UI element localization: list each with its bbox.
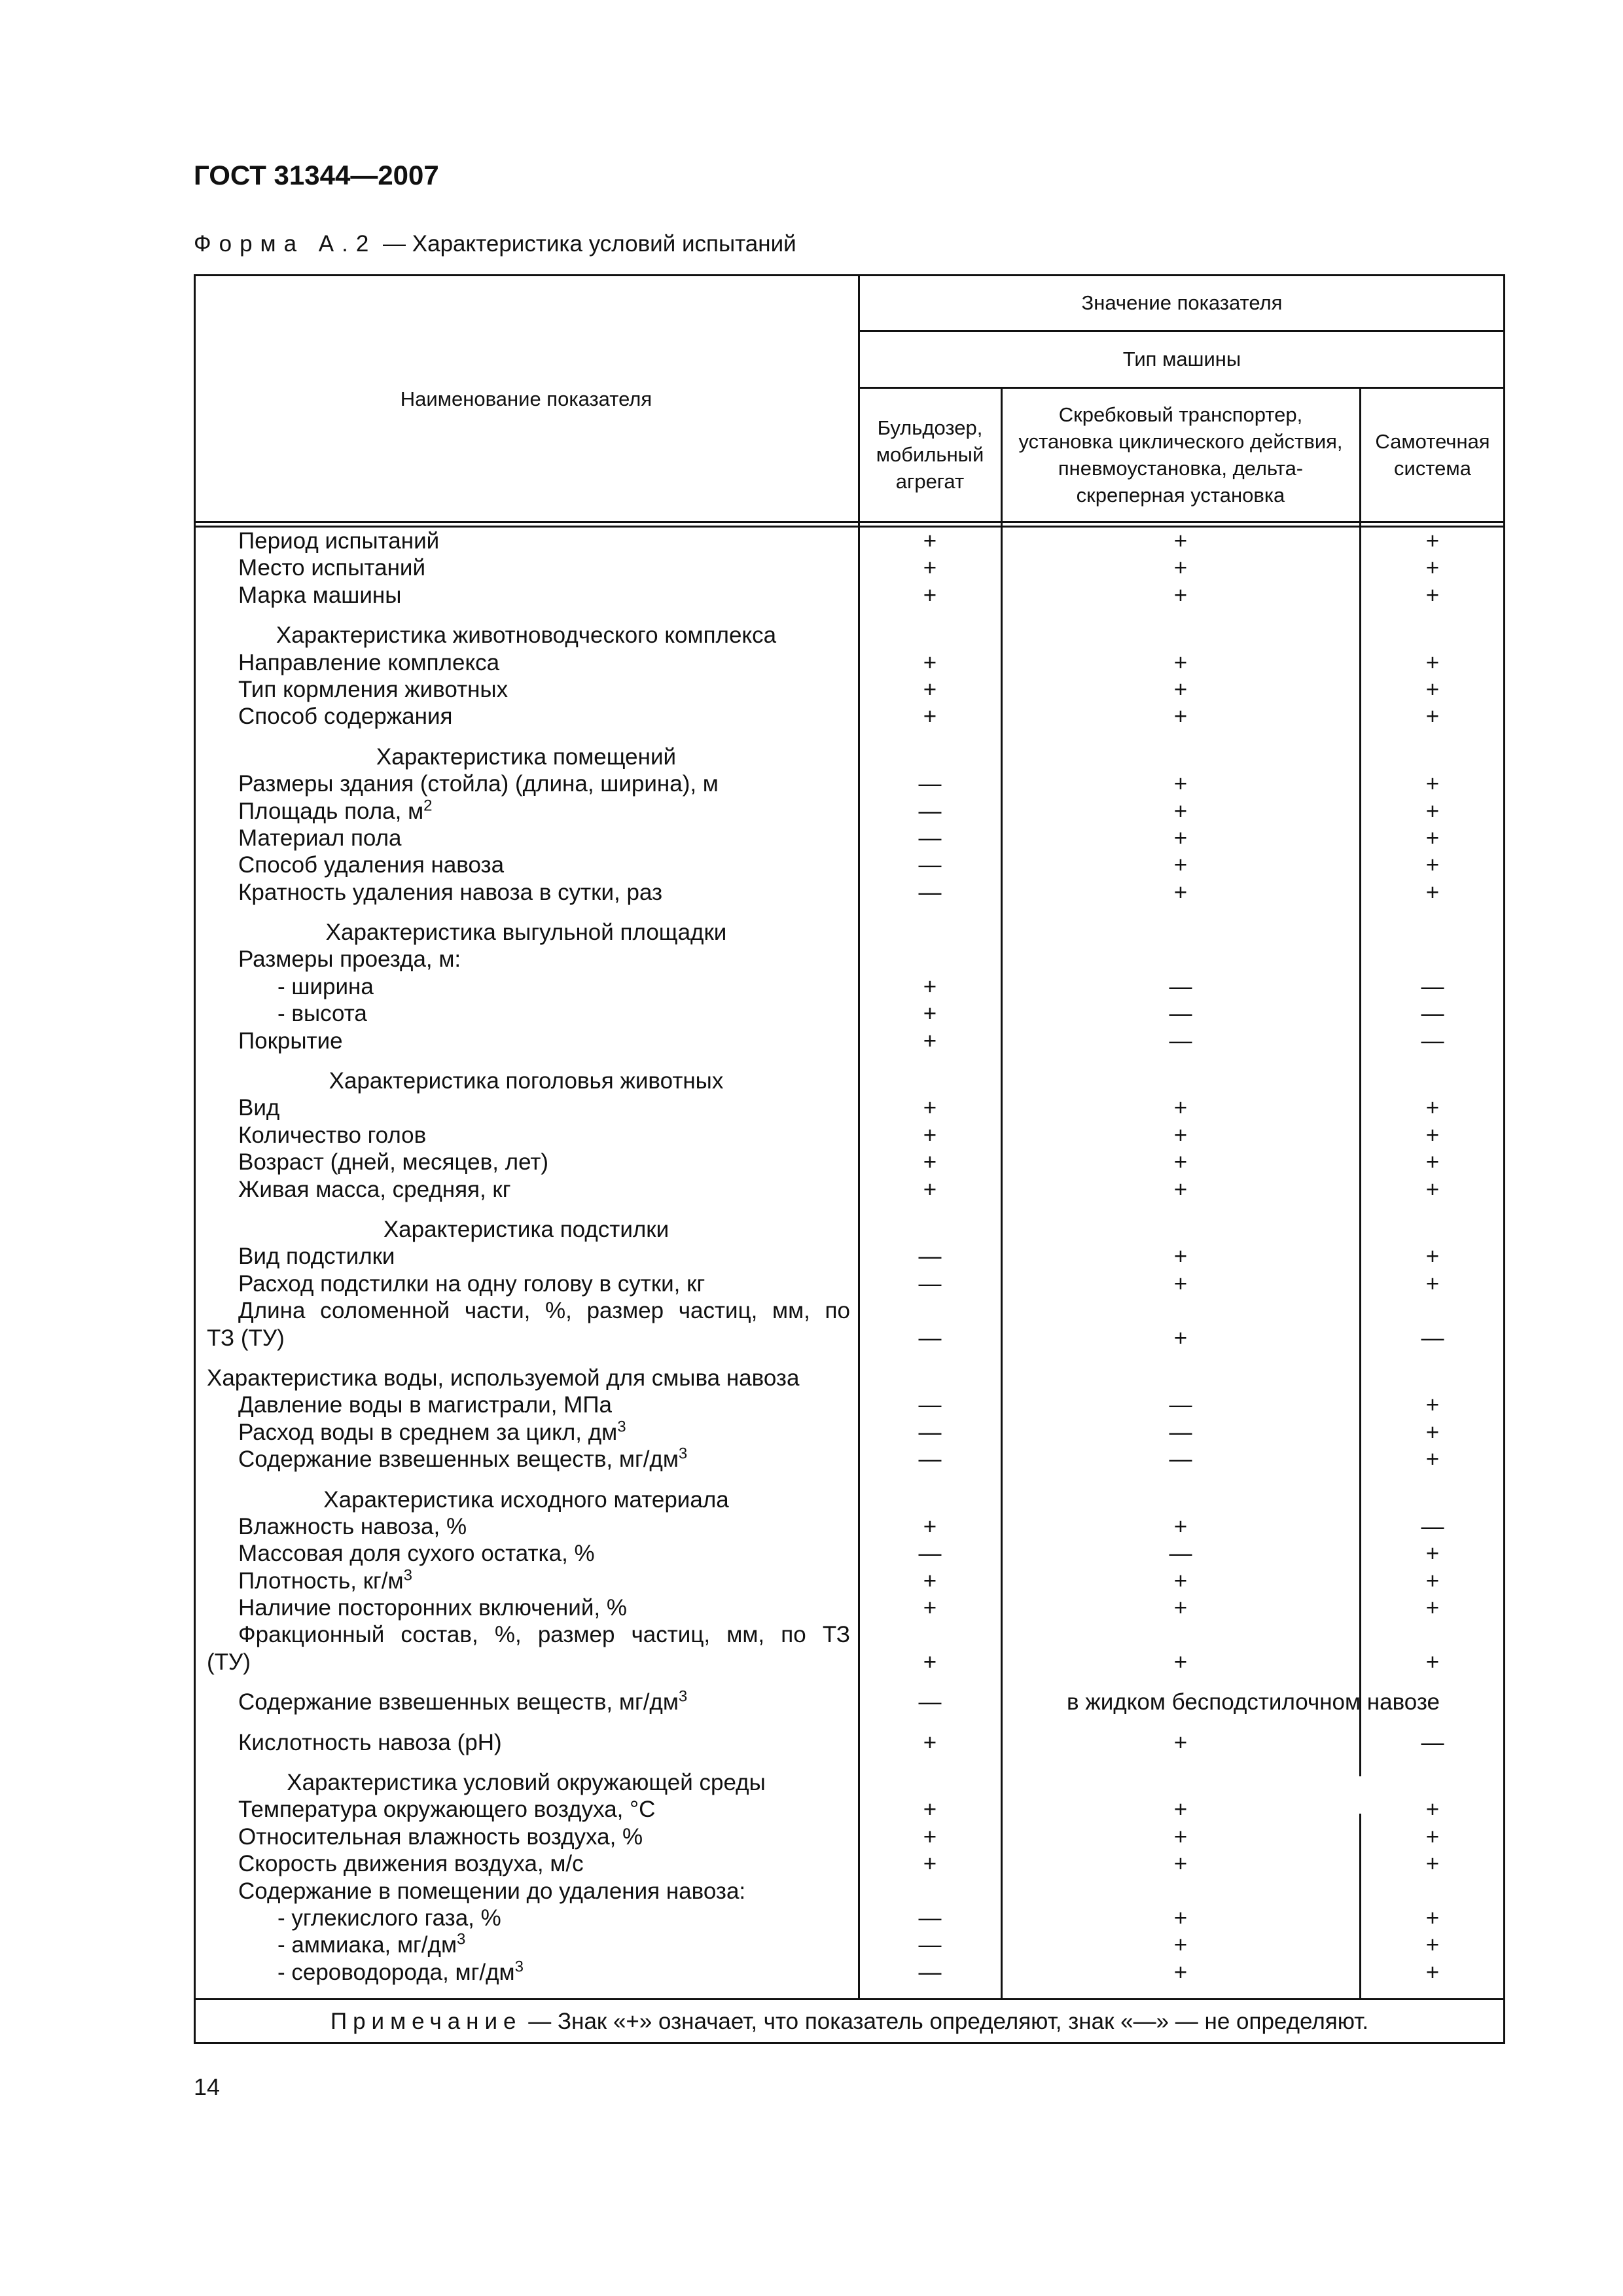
value-cell-v2: + xyxy=(1173,555,1188,581)
value-cell-v3: + xyxy=(1425,879,1440,905)
row-name-word: соломенной xyxy=(320,1298,450,1324)
row-name-word: Фракционный xyxy=(238,1622,385,1648)
value-cell-v3: — xyxy=(1421,1729,1444,1755)
value-cell-v1: — xyxy=(918,1325,942,1351)
row-name xyxy=(238,582,401,609)
value-cell-v2: + xyxy=(1173,649,1188,675)
row-name-word: мм, xyxy=(772,1298,810,1324)
unit-superscript: 2 xyxy=(423,796,433,814)
row-name xyxy=(238,703,452,730)
value-cell-v3: + xyxy=(1425,1122,1440,1148)
value-cell-v1: — xyxy=(918,1244,942,1270)
value-cell-span: в жидком бесподстилочном навозе xyxy=(1067,1689,1440,1715)
row-name-text: Скорость движения воздуха, м/с xyxy=(238,1851,584,1877)
value-cell-v1: — xyxy=(918,1689,942,1715)
row-name-text: Тип кормления животных xyxy=(238,676,508,702)
row-name-word: состав, xyxy=(401,1622,478,1648)
row-name-text: (ТУ) xyxy=(207,1649,251,1675)
table-row xyxy=(194,946,1505,973)
row-name-text: Направление комплекса xyxy=(238,649,500,675)
page-number: 14 xyxy=(194,2073,221,2100)
value-cell-v3: + xyxy=(1425,582,1440,608)
value-cell-v3: — xyxy=(1421,973,1444,999)
table-row xyxy=(194,676,1505,703)
value-cell-v2: + xyxy=(1173,1797,1188,1823)
row-name xyxy=(238,1243,395,1270)
value-cell-v2: + xyxy=(1173,1932,1188,1958)
table-row xyxy=(194,649,1505,676)
row-name xyxy=(207,1365,799,1391)
value-cell-v1: — xyxy=(918,1541,942,1567)
row-name-text: Давление воды в магистрали, МПа xyxy=(238,1392,612,1418)
row-name-text: Характеристика исходного материала xyxy=(323,1486,729,1513)
table-row xyxy=(194,825,1505,852)
value-cell-v1: + xyxy=(923,1649,937,1675)
value-cell-v2: + xyxy=(1173,1823,1188,1850)
table-row xyxy=(194,1796,1505,1823)
row-name-word: размер xyxy=(537,1622,615,1648)
table-row xyxy=(194,1594,1505,1621)
value-cell-v2: — xyxy=(1169,1028,1192,1054)
row-name xyxy=(238,1176,511,1203)
table-row xyxy=(194,1270,1505,1297)
value-cell-v1: — xyxy=(918,852,942,878)
row-name xyxy=(238,1094,279,1121)
value-cell-v3: — xyxy=(1421,1028,1444,1054)
table-row xyxy=(194,1878,1505,1905)
table-row xyxy=(194,1243,1505,1270)
unit-superscript: 3 xyxy=(514,1958,524,1976)
value-cell-v3: + xyxy=(1425,1419,1440,1445)
value-cell-v2: + xyxy=(1173,852,1188,878)
row-name-text: Покрытие xyxy=(238,1028,343,1054)
value-cell-v1: + xyxy=(923,1595,937,1621)
value-cell-v3: + xyxy=(1425,1149,1440,1175)
row-name-text: Характеристика поголовья животных xyxy=(329,1068,724,1094)
header-col-bulldozer: Бульдозер, мобильный агрегат xyxy=(876,416,984,493)
row-name xyxy=(207,1325,285,1352)
value-cell-v3: + xyxy=(1425,528,1440,554)
value-cell-v1: + xyxy=(923,528,937,554)
table-row xyxy=(194,1540,1505,1567)
table-row xyxy=(194,1649,1505,1676)
table-row xyxy=(194,852,1505,878)
table-row xyxy=(194,744,1505,770)
value-cell-v1: + xyxy=(923,1176,937,1202)
value-cell-v1: — xyxy=(918,879,942,905)
row-name xyxy=(238,770,719,797)
value-cell-v1: — xyxy=(918,825,942,851)
unit-superscript: 3 xyxy=(678,1444,688,1463)
section-heading xyxy=(194,1067,859,1094)
form-title xyxy=(194,231,796,257)
row-name xyxy=(238,1391,612,1418)
row-name xyxy=(238,676,508,703)
row-name xyxy=(238,1689,687,1715)
row-name xyxy=(238,1850,584,1877)
table-row xyxy=(194,1850,1505,1877)
row-name xyxy=(238,1419,626,1446)
table-row xyxy=(194,1122,1505,1149)
row-name-word: %, xyxy=(545,1298,572,1324)
row-name-text: Температура окружающего воздуха, °С xyxy=(238,1797,656,1823)
row-name-text: - высота xyxy=(277,1001,367,1027)
table-row xyxy=(194,1905,1505,1931)
row-name xyxy=(238,1568,412,1594)
row-name xyxy=(238,1594,627,1621)
row-name-text: Площадь пола, м xyxy=(238,798,424,824)
value-cell-v2: + xyxy=(1173,528,1188,554)
row-name-text: Характеристика выгульной площадки xyxy=(325,920,727,946)
table-row xyxy=(194,1391,1505,1418)
value-cell-v1: + xyxy=(923,1095,937,1121)
value-cell-v3: + xyxy=(1425,1446,1440,1473)
note-label: Примечание xyxy=(330,2009,522,2034)
row-name-text: Живая масса, средняя, кг xyxy=(238,1176,511,1202)
value-cell-v2: — xyxy=(1169,1001,1192,1027)
row-name-word: размер xyxy=(586,1298,664,1324)
value-cell-v2: + xyxy=(1173,704,1188,730)
table-row xyxy=(194,1094,1505,1121)
row-name-text: Расход подстилки на одну голову в сутки, кг xyxy=(238,1270,705,1297)
header-machine-type: Тип машины xyxy=(1122,348,1241,370)
value-cell-v1: + xyxy=(923,676,937,702)
table-row xyxy=(194,1621,1505,1648)
row-name xyxy=(238,825,402,852)
row-name xyxy=(277,1931,465,1958)
table-row xyxy=(194,1000,1505,1027)
header-col-gravity: Самотечная система xyxy=(1375,429,1490,480)
document-header: ГОСТ 31344—2007 xyxy=(194,160,439,190)
value-cell-v3: — xyxy=(1421,1513,1444,1539)
row-name xyxy=(277,1959,524,1986)
value-cell-v3: + xyxy=(1425,1541,1440,1567)
table-row xyxy=(194,1689,1505,1715)
table-row xyxy=(194,798,1505,825)
value-cell-v1: + xyxy=(923,1729,937,1755)
value-cell-v2: + xyxy=(1173,1729,1188,1755)
value-cell-v1: + xyxy=(923,1001,937,1027)
row-name xyxy=(238,1729,502,1756)
row-name-text: - углекислого газа, % xyxy=(277,1905,501,1931)
table-row xyxy=(194,1419,1505,1446)
value-cell-v1: — xyxy=(918,1959,942,1985)
row-name xyxy=(277,1000,367,1027)
form-title-text: — Характеристика условий испытаний xyxy=(376,231,796,257)
table-row xyxy=(194,1216,1505,1243)
header-name-column: Наименование показателя xyxy=(400,387,652,410)
row-name xyxy=(277,973,374,1000)
table-row xyxy=(194,770,1505,797)
value-cell-v2: + xyxy=(1173,1905,1188,1931)
value-cell-v2: + xyxy=(1173,1122,1188,1148)
unit-superscript: 3 xyxy=(457,1930,466,1948)
value-cell-v2: + xyxy=(1173,1513,1188,1539)
row-name-word: Длина xyxy=(238,1298,306,1324)
row-name-text: Вид xyxy=(238,1095,280,1121)
value-cell-v2: + xyxy=(1173,798,1188,824)
row-name-word: %, xyxy=(494,1622,522,1648)
value-cell-v1: — xyxy=(918,1932,942,1958)
row-name xyxy=(238,1823,643,1850)
value-cell-v3: + xyxy=(1425,1905,1440,1931)
note-text: — Знак «+» означает, что показатель определяют, знак «—» — не определяют. xyxy=(522,2009,1369,2034)
row-name xyxy=(238,798,433,825)
value-cell-v1: — xyxy=(918,1392,942,1418)
row-name-word: ТЗ xyxy=(822,1622,850,1648)
table-row xyxy=(194,1513,1505,1540)
row-name-text: Характеристика подстилки xyxy=(383,1216,669,1242)
row-name-text: Характеристика помещений xyxy=(376,744,677,770)
row-name-text: Количество голов xyxy=(238,1122,427,1148)
row-name xyxy=(238,1878,745,1905)
value-cell-v1: + xyxy=(923,1823,937,1850)
row-name xyxy=(238,946,461,973)
row-name-text: Марка машины xyxy=(238,582,402,608)
value-cell-v2: + xyxy=(1173,676,1188,702)
row-name-text: Влажность навоза, % xyxy=(238,1513,467,1539)
row-name-word: частиц, xyxy=(631,1622,711,1648)
value-cell-v1: + xyxy=(923,649,937,675)
table-row xyxy=(194,622,1505,649)
value-cell-v3: + xyxy=(1425,1095,1440,1121)
value-cell-v2: + xyxy=(1173,1095,1188,1121)
value-cell-v3: + xyxy=(1425,1959,1440,1985)
row-name-text: ТЗ (ТУ) xyxy=(207,1325,285,1351)
value-cell-v2: + xyxy=(1173,1176,1188,1202)
value-cell-v2: + xyxy=(1173,825,1188,851)
table-row xyxy=(194,1486,1505,1513)
section-heading xyxy=(194,919,859,946)
row-name-text: Способ удаления навоза xyxy=(238,852,505,878)
table-row xyxy=(194,1446,1505,1473)
value-cell-v1: + xyxy=(923,1028,937,1054)
value-cell-v3: + xyxy=(1425,676,1440,702)
table-row xyxy=(194,1067,1505,1094)
row-name-text: Размеры здания (стойла) (длина, ширина), м xyxy=(238,771,719,797)
row-name-text: - ширина xyxy=(277,973,374,999)
row-name xyxy=(238,1446,687,1473)
row-name xyxy=(238,1796,655,1823)
value-cell-v2: + xyxy=(1173,1270,1188,1297)
row-name xyxy=(238,1540,595,1567)
table-row xyxy=(194,1568,1505,1594)
row-name-text: Материал пола xyxy=(238,825,402,851)
value-cell-v1: + xyxy=(923,1851,937,1877)
section-heading xyxy=(194,744,859,770)
row-name xyxy=(238,1149,548,1175)
value-cell-v2: + xyxy=(1173,1649,1188,1675)
value-cell-v3: + xyxy=(1425,1270,1440,1297)
table-row xyxy=(194,973,1505,1000)
row-name-text: Плотность, кг/м xyxy=(238,1568,404,1594)
value-cell-v1: — xyxy=(918,1270,942,1297)
row-name-text: - сероводорода, мг/дм xyxy=(277,1959,515,1985)
value-cell-v1: + xyxy=(923,704,937,730)
value-cell-v2: + xyxy=(1173,1244,1188,1270)
value-cell-v3: + xyxy=(1425,1176,1440,1202)
value-cell-v2: + xyxy=(1173,879,1188,905)
section-heading xyxy=(194,1486,859,1513)
value-cell-v3: + xyxy=(1425,798,1440,824)
table-row xyxy=(194,528,1505,554)
value-cell-v3: + xyxy=(1425,825,1440,851)
value-cell-v3: + xyxy=(1425,1797,1440,1823)
table-row xyxy=(194,1823,1505,1850)
section-heading xyxy=(194,622,859,649)
value-cell-v1: + xyxy=(923,582,937,608)
unit-superscript: 3 xyxy=(678,1687,688,1706)
value-cell-v3: + xyxy=(1425,1649,1440,1675)
value-cell-v1: + xyxy=(923,1149,937,1175)
value-cell-v3: — xyxy=(1421,1325,1444,1351)
value-cell-v3: + xyxy=(1425,1851,1440,1877)
table-row xyxy=(194,1325,1505,1352)
value-cell-v3: + xyxy=(1425,1392,1440,1418)
table-body xyxy=(194,528,1505,1986)
row-name-text: Расход воды в среднем за цикл, дм xyxy=(238,1419,618,1445)
value-cell-v1: — xyxy=(918,771,942,797)
unit-superscript: 3 xyxy=(403,1566,412,1585)
row-name-word: части, xyxy=(464,1298,531,1324)
row-name xyxy=(238,1028,343,1054)
form-title-label: Форма А.2 xyxy=(194,231,377,257)
value-cell-v2: — xyxy=(1169,1419,1192,1445)
row-name-text: Наличие посторонних включений, % xyxy=(238,1595,627,1621)
value-cell-v3: + xyxy=(1425,1595,1440,1621)
row-name-text: Кратность удаления навоза в сутки, раз xyxy=(238,879,663,905)
row-name xyxy=(238,1621,850,1648)
table-row xyxy=(194,1769,1505,1796)
value-cell-v3: + xyxy=(1425,555,1440,581)
section-heading xyxy=(194,1216,859,1243)
value-cell-v2: — xyxy=(1169,1541,1192,1567)
table-row xyxy=(194,879,1505,906)
section-heading xyxy=(194,1769,859,1796)
value-cell-v1: — xyxy=(918,1419,942,1445)
row-name-text: Содержание в помещении до удаления навоза: xyxy=(238,1878,746,1904)
value-cell-v2: + xyxy=(1173,1568,1188,1594)
row-name-text: Место испытаний xyxy=(238,555,426,581)
value-cell-v3: + xyxy=(1425,704,1440,730)
value-cell-v3: + xyxy=(1425,852,1440,878)
row-name xyxy=(238,1270,705,1297)
row-name-text: Содержание взвешенных веществ, мг/дм xyxy=(238,1446,679,1473)
row-name-text: Массовая доля сухого остатка, % xyxy=(238,1541,595,1567)
row-name-text: - аммиака, мг/дм xyxy=(277,1932,457,1958)
table-note xyxy=(194,2000,1505,2044)
value-cell-v1: + xyxy=(923,973,937,999)
row-name-word: по xyxy=(781,1622,806,1648)
row-name xyxy=(238,649,499,676)
row-name-text: Относительная влажность воздуха, % xyxy=(238,1823,643,1850)
table-row xyxy=(194,1297,1505,1324)
row-name xyxy=(277,1905,501,1931)
value-cell-v1: + xyxy=(923,555,937,581)
value-cell-v1: — xyxy=(918,1446,942,1473)
conditions-table xyxy=(194,274,1505,2044)
row-name-text: Кислотность навоза (рН) xyxy=(238,1729,502,1755)
row-name-text: Возраст (дней, месяцев, лет) xyxy=(238,1149,549,1175)
table-row xyxy=(194,1176,1505,1203)
value-cell-v2: + xyxy=(1173,582,1188,608)
value-cell-v3: + xyxy=(1425,1568,1440,1594)
value-cell-v3: + xyxy=(1425,1823,1440,1850)
table-row xyxy=(194,582,1505,609)
value-cell-v1: — xyxy=(918,798,942,824)
table-row xyxy=(194,1931,1505,1958)
table-row xyxy=(194,703,1505,730)
value-cell-v1: + xyxy=(923,1513,937,1539)
row-name xyxy=(238,1297,850,1324)
row-name-text: Способ содержания xyxy=(238,704,453,730)
value-cell-v2: + xyxy=(1173,1851,1188,1877)
value-cell-v3: + xyxy=(1425,771,1440,797)
table-row xyxy=(194,1729,1505,1756)
row-name xyxy=(238,1122,426,1149)
value-cell-v3: + xyxy=(1425,649,1440,675)
value-cell-v2: — xyxy=(1169,1446,1192,1473)
value-cell-v2: — xyxy=(1169,973,1192,999)
header-col-scraper: Скребковый транспортер, установка циклического действия, пневмоустановка, дельта-скреперная установка xyxy=(1018,403,1343,507)
value-cell-v3: + xyxy=(1425,1244,1440,1270)
row-name xyxy=(238,1513,467,1540)
row-name xyxy=(238,852,504,878)
row-name-text: Вид подстилки xyxy=(238,1244,395,1270)
row-name xyxy=(207,1649,251,1676)
value-cell-v1: — xyxy=(918,1905,942,1931)
row-name-text: Характеристика воды, используемой для смыва навоза xyxy=(207,1365,800,1391)
table-row xyxy=(194,1028,1505,1054)
header-value-group: Значение показателя xyxy=(1081,291,1283,314)
table-row xyxy=(194,554,1505,581)
table-row xyxy=(194,1959,1505,1986)
value-cell-v2: + xyxy=(1173,1959,1188,1985)
value-cell-v1: + xyxy=(923,1568,937,1594)
table-row xyxy=(194,919,1505,946)
value-cell-v2: + xyxy=(1173,771,1188,797)
row-name-text: Содержание взвешенных веществ, мг/дм xyxy=(238,1689,679,1715)
row-name-text: Период испытаний xyxy=(238,528,440,554)
value-cell-v2: + xyxy=(1173,1149,1188,1175)
row-name-text: Размеры проезда, м: xyxy=(238,946,461,973)
row-name-text: Характеристика условий окружающей среды xyxy=(287,1770,766,1796)
value-cell-v3: — xyxy=(1421,1001,1444,1027)
row-name xyxy=(238,554,425,581)
value-cell-v3: + xyxy=(1425,1932,1440,1958)
row-name xyxy=(238,528,439,554)
value-cell-v2: + xyxy=(1173,1325,1188,1351)
table-row xyxy=(194,1365,1505,1391)
value-cell-v1: + xyxy=(923,1122,937,1148)
value-cell-v2: + xyxy=(1173,1595,1188,1621)
row-name xyxy=(238,879,662,906)
table-row xyxy=(194,1149,1505,1175)
value-cell-v1: + xyxy=(923,1797,937,1823)
row-name-word: частиц, xyxy=(678,1298,758,1324)
unit-superscript: 3 xyxy=(617,1418,626,1436)
row-name-word: мм, xyxy=(726,1622,765,1648)
row-name-text: Характеристика животноводческого комплекса xyxy=(276,622,777,649)
row-name-word: по xyxy=(825,1298,850,1324)
value-cell-v2: — xyxy=(1169,1392,1192,1418)
